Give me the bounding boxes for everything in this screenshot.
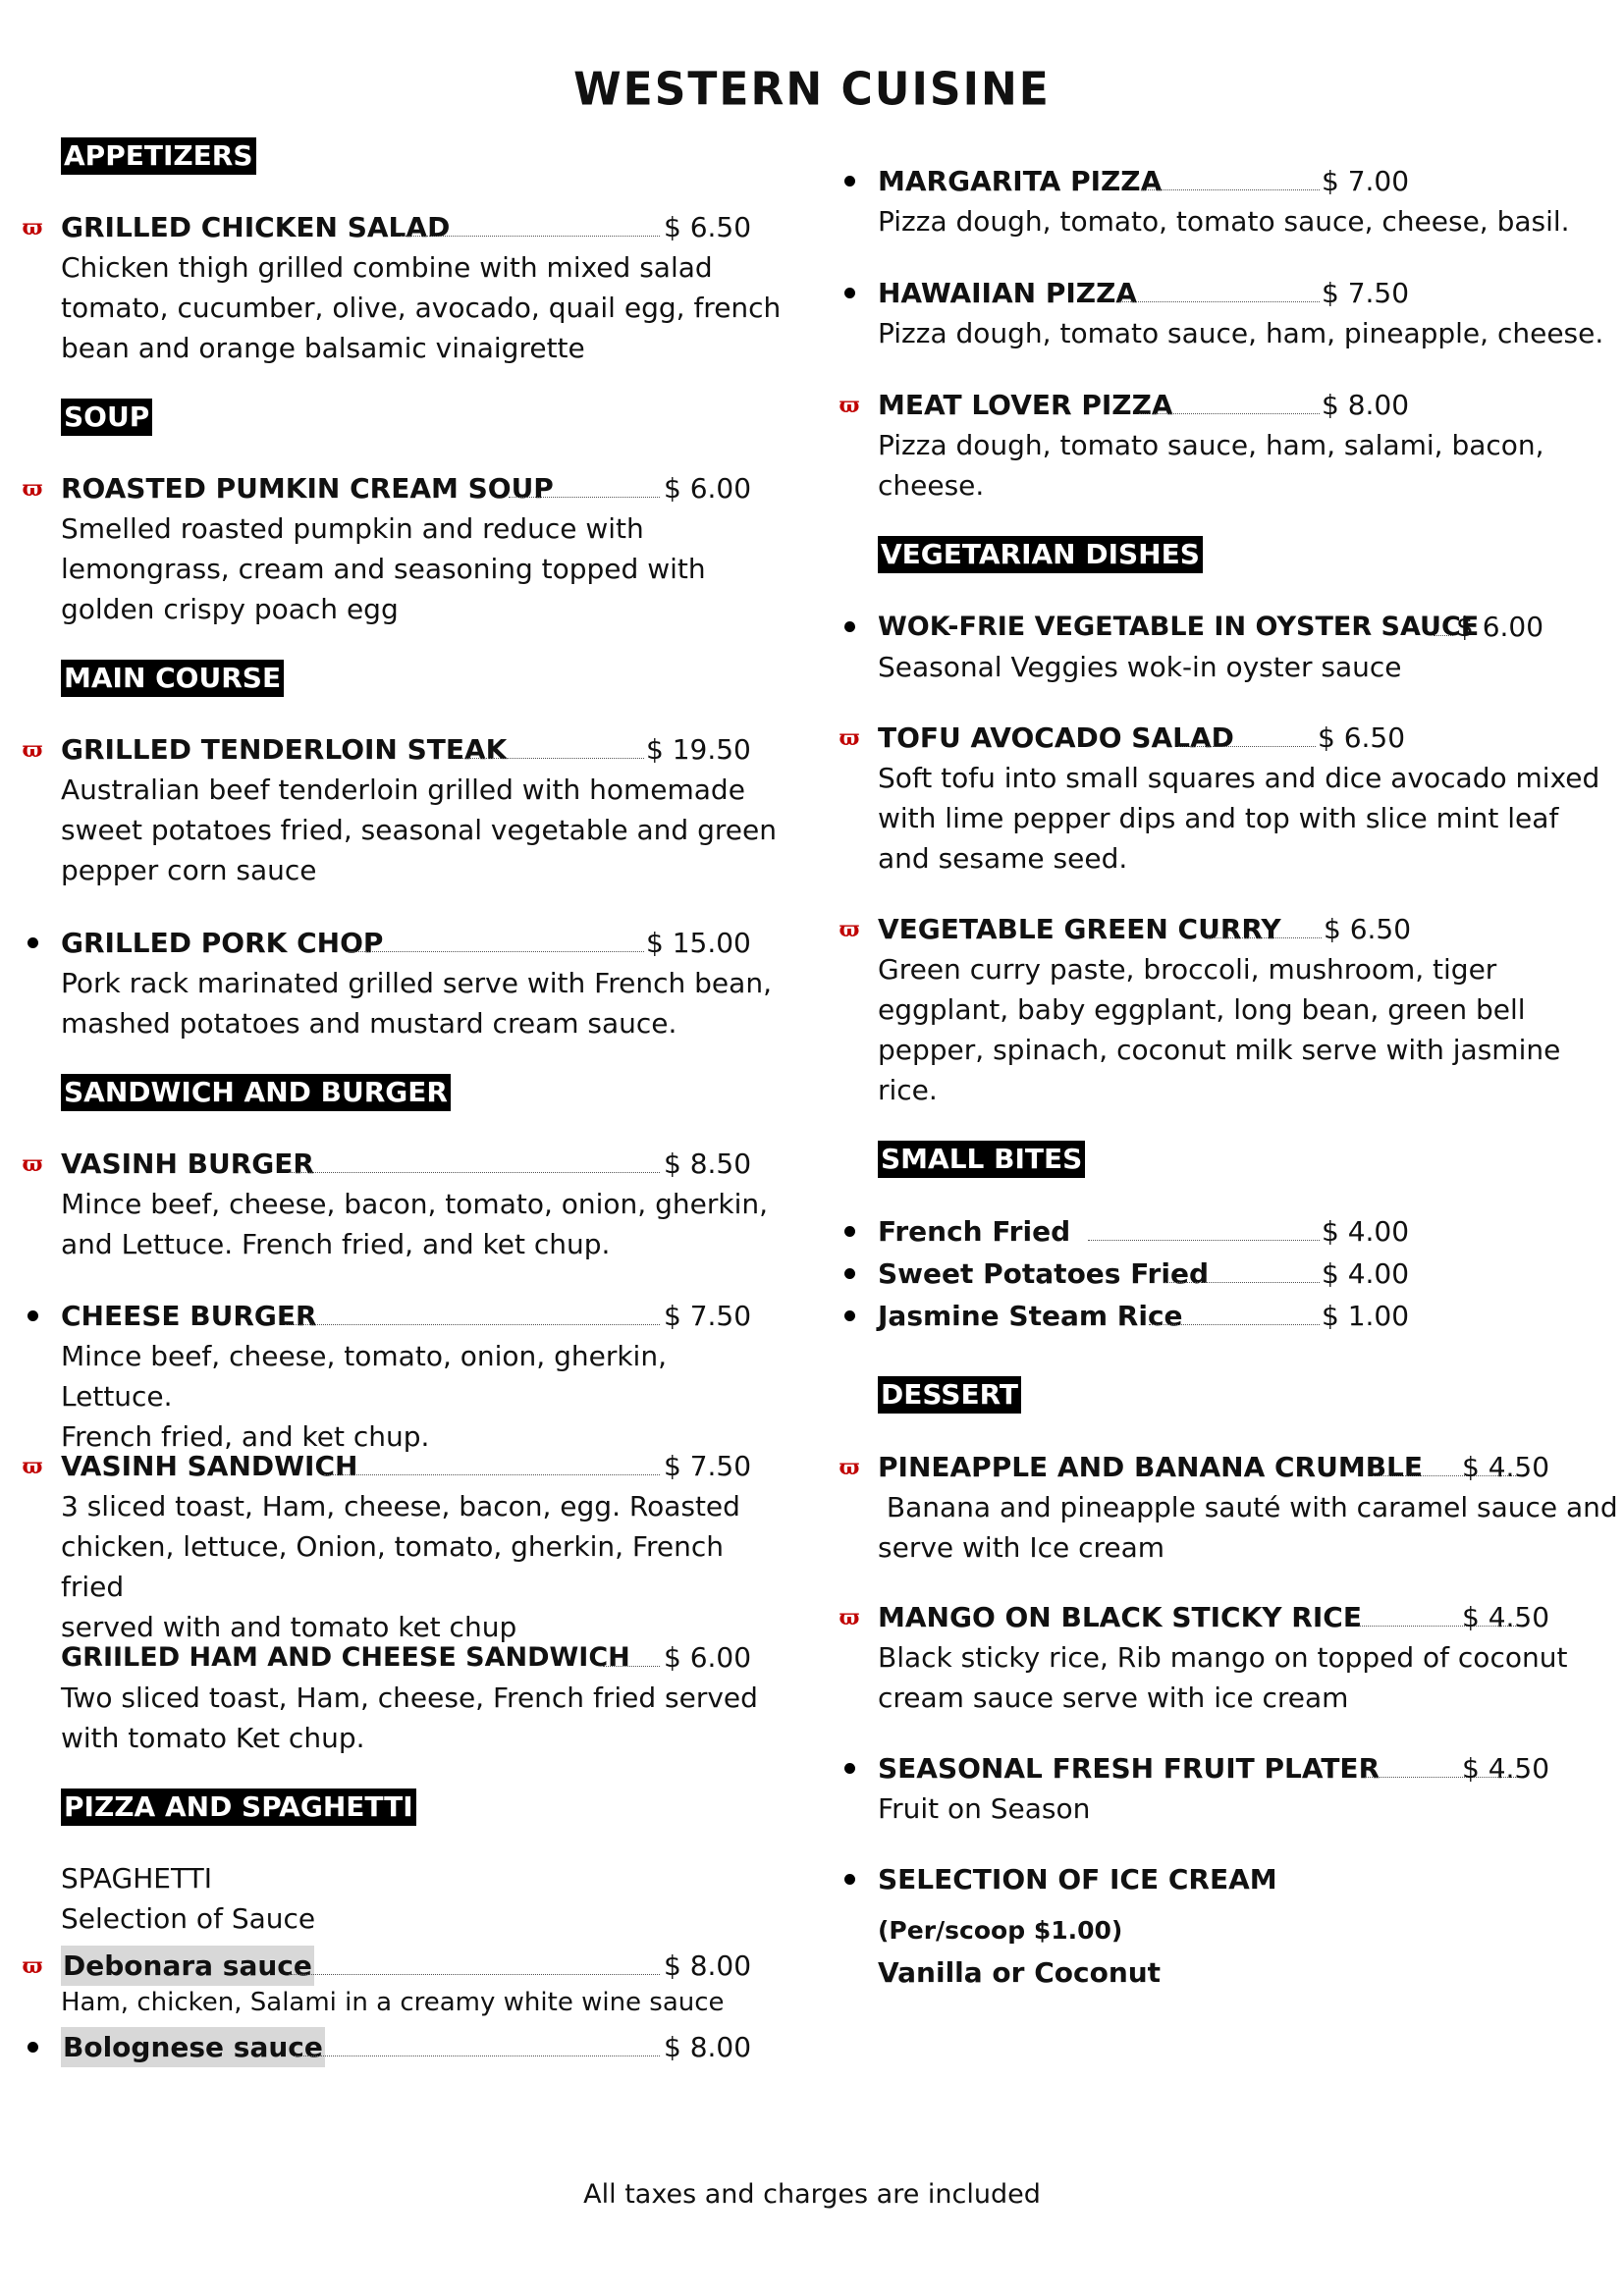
- item-price: $ 6.00: [664, 1641, 752, 1674]
- item-price: $ 6.50: [1318, 721, 1406, 754]
- menu-item-french-fried: [835, 1211, 1610, 1252]
- signature-dish-icon: ϖ: [22, 1453, 43, 1479]
- leader-dots: [509, 497, 660, 498]
- item-price: $ 4.00: [1322, 1215, 1410, 1248]
- leader-dots: [289, 1974, 660, 1975]
- menu-item-cheese-burger: [18, 1296, 784, 1453]
- item-name: Jasmine Steam Rice: [878, 1300, 1183, 1332]
- heading-main-course: MAIN COURSE: [61, 660, 284, 697]
- item-description: Mince beef, cheese, bacon, tomato, onion, gherkin, and Lettuce. French fried, and ket chup.: [61, 1188, 768, 1260]
- item-name: SEASONAL FRESH FRUIT PLATER: [878, 1752, 1380, 1785]
- ice-cream-per-scoop-price: (Per/scoop $1.00): [878, 1916, 1123, 1945]
- item-name: VASINH SANDWICH: [61, 1450, 358, 1482]
- leader-dots: [1139, 413, 1320, 414]
- item-name: VASINH BURGER: [61, 1148, 314, 1180]
- item-name: CHEESE BURGER: [61, 1300, 317, 1332]
- bullet-icon: [835, 161, 864, 201]
- menu-item-wok-fried-vegetable: [835, 607, 1610, 683]
- menu-item-debonara-sauce: [18, 1946, 784, 2017]
- leader-dots: [346, 951, 644, 952]
- leader-dots: [401, 236, 660, 237]
- signature-dish-icon: ϖ: [22, 736, 43, 763]
- item-name: VEGETABLE GREEN CURRY: [878, 913, 1281, 945]
- item-description: Pizza dough, tomato sauce, ham, pineapple, cheese.: [878, 317, 1604, 349]
- item-price: $ 8.00: [664, 1949, 752, 1982]
- signature-dish-icon: ϖ: [839, 1604, 860, 1630]
- item-description: Ham, chicken, Salami in a creamy white wine sauce: [61, 1988, 725, 2017]
- item-name: ROASTED PUMKIN CREAM SOUP: [61, 472, 554, 505]
- item-price: $ 6.50: [664, 211, 752, 243]
- item-name: SELECTION OF ICE CREAM: [878, 1863, 1277, 1896]
- menu-item-sweet-potatoes-fried: [835, 1254, 1610, 1294]
- item-name: French Fried: [878, 1215, 1071, 1248]
- menu-item-vasinh-burger: [18, 1144, 784, 1260]
- price-mango-sticky-rice: $ 4.50: [1462, 1601, 1550, 1633]
- leader-dots: [1119, 301, 1320, 302]
- leader-dots: [324, 1474, 660, 1475]
- selection-of-sauce-label: Selection of Sauce: [61, 1902, 316, 1935]
- item-name: GRIILED HAM AND CHEESE SANDWICH: [61, 1642, 630, 1673]
- menu-item-meat-lover-pizza: [835, 385, 1610, 502]
- item-description: Mince beef, cheese, tomato, onion, gherkin, Lettuce. French fried, and ket chup.: [61, 1340, 667, 1453]
- signature-dish-icon: ϖ: [22, 1952, 43, 1979]
- heading-sandwich-burger: SANDWICH AND BURGER: [61, 1074, 451, 1111]
- signature-dish-icon: ϖ: [839, 916, 860, 942]
- bullet-icon: [835, 273, 864, 313]
- bullet-icon: [18, 923, 47, 963]
- item-price: $ 6.00: [664, 472, 752, 505]
- item-description: 3 sliced toast, Ham, cheese, bacon, egg. Roasted chicken, lettuce, Onion, tomato, gherkin, French fried served with and tomato ket chup: [61, 1490, 740, 1643]
- item-name: GRILLED TENDERLOIN STEAK: [61, 733, 508, 766]
- item-name: TOFU AVOCADO SALAD: [878, 721, 1234, 754]
- item-name: PINEAPPLE AND BANANA CRUMBLE: [878, 1451, 1424, 1483]
- item-price: $ 8.00: [664, 2031, 752, 2063]
- heading-appetizers: APPETIZERS: [61, 137, 256, 175]
- menu-item-vegetable-green-curry: [835, 909, 1610, 1106]
- price-fruit-plater: $ 4.50: [1462, 1752, 1550, 1785]
- item-name: Sweet Potatoes Fried: [878, 1257, 1209, 1290]
- signature-dish-icon: ϖ: [22, 1150, 43, 1177]
- menu-item-ice-cream: [835, 1859, 1610, 1899]
- spaghetti-label: SPAGHETTI: [61, 1862, 212, 1895]
- bullet-icon: [835, 1254, 864, 1294]
- item-name: MEAT LOVER PIZZA: [878, 389, 1173, 421]
- menu-item-pumpkin-soup: [18, 468, 784, 625]
- bullet-icon: [835, 1748, 864, 1789]
- item-description: Pizza dough, tomato sauce, ham, salami, bacon, cheese.: [878, 429, 1544, 502]
- menu-item-hawaiian-pizza: [835, 273, 1610, 349]
- item-description: Green curry paste, broccoli, mushroom, tiger eggplant, baby eggplant, long bean, green bell pepper, spinach, coconut milk serve with jasmine rice.: [878, 953, 1561, 1106]
- item-name: MARGARITA PIZZA: [878, 165, 1163, 197]
- item-name: MANGO ON BLACK STICKY RICE: [878, 1601, 1362, 1633]
- menu-item-margarita-pizza: [835, 161, 1610, 238]
- item-description: Chicken thigh grilled combine with mixed salad tomato, cucumber, olive, avocado, quail egg, french bean and orange balsamic vinaigrette: [61, 251, 782, 364]
- menu-item-jasmine-steam-rice: [835, 1296, 1610, 1336]
- signature-dish-icon: ϖ: [839, 392, 860, 418]
- heading-dessert: DESSERT: [878, 1376, 1021, 1414]
- item-description: Smelled roasted pumpkin and reduce with lemongrass, cream and seasoning topped with golden crispy poach egg: [61, 512, 706, 625]
- item-price: $ 8.50: [664, 1148, 752, 1180]
- item-description: Soft tofu into small squares and dice avocado mixed with lime pepper dips and top with slice mint leaf and sesame seed.: [878, 762, 1600, 875]
- heading-soup: SOUP: [61, 399, 152, 436]
- item-description: Pizza dough, tomato, tomato sauce, cheese, basil.: [878, 205, 1570, 238]
- item-price: $ 7.50: [1322, 277, 1410, 309]
- footer-note: All taxes and charges are included: [583, 2179, 1041, 2210]
- bullet-icon: [18, 2027, 47, 2067]
- item-name: GRILLED PORK CHOP: [61, 927, 384, 959]
- leader-dots: [1178, 746, 1316, 747]
- leader-dots: [1088, 1240, 1320, 1241]
- leader-dots: [1434, 635, 1453, 636]
- item-price: $ 7.00: [1322, 165, 1410, 197]
- leader-dots: [285, 1324, 660, 1325]
- menu-item-pork-chop: [18, 923, 784, 1040]
- menu-item-tofu-avocado-salad: [835, 718, 1610, 875]
- item-name: Bolognese sauce: [61, 2027, 325, 2067]
- item-price: $ 7.50: [664, 1450, 752, 1482]
- left-column: [18, 0, 784, 2160]
- item-name: GRILLED CHICKEN SALAD: [61, 211, 451, 243]
- leader-dots: [1208, 937, 1322, 938]
- menu-item-tenderloin-steak: [18, 729, 784, 886]
- signature-dish-icon: ϖ: [839, 724, 860, 751]
- leader-dots: [603, 1666, 660, 1667]
- item-name: Debonara sauce: [61, 1946, 314, 1986]
- item-price: $ 15.00: [646, 927, 751, 959]
- heading-pizza-spaghetti: PIZZA AND SPAGHETTI: [61, 1789, 416, 1826]
- heading-vegetarian-dishes: VEGETARIAN DISHES: [878, 536, 1203, 573]
- item-description: Australian beef tenderloin grilled with homemade sweet potatoes fried, seasonal vegetable and green pepper corn sauce: [61, 774, 777, 886]
- menu-item-vasinh-sandwich: [18, 1446, 784, 1643]
- item-price: $ 6.50: [1324, 913, 1412, 945]
- item-description: Banana and pineapple sauté with caramel sauce and serve with Ice cream: [878, 1491, 1618, 1564]
- ice-cream-flavors: Vanilla or Coconut: [878, 1956, 1162, 1989]
- right-column: [835, 0, 1618, 2160]
- leader-dots: [461, 758, 644, 759]
- item-price: $ 4.00: [1322, 1257, 1410, 1290]
- item-description: Seasonal Veggies wok-in oyster sauce: [878, 651, 1402, 683]
- item-price: $ 1.00: [1322, 1300, 1410, 1332]
- bullet-icon: [835, 1211, 864, 1252]
- leader-dots: [289, 1172, 660, 1173]
- leader-dots: [1149, 1324, 1320, 1325]
- menu-item-grilled-chicken-salad: [18, 207, 784, 364]
- item-price: $ 6.00: [1456, 611, 1544, 643]
- item-price: $ 8.00: [1322, 389, 1410, 421]
- item-description: Pork rack marinated grilled serve with French bean, mashed potatoes and mustard cream sauce.: [61, 967, 772, 1040]
- leader-dots: [1164, 1282, 1320, 1283]
- signature-dish-icon: ϖ: [839, 1454, 860, 1480]
- bullet-icon: [835, 1859, 864, 1899]
- menu-item-ham-cheese-sandwich: [18, 1637, 784, 1754]
- leader-dots: [1141, 189, 1320, 190]
- item-price: $ 19.50: [646, 733, 751, 766]
- signature-dish-icon: ϖ: [22, 214, 43, 240]
- price-crumble: $ 4.50: [1462, 1451, 1550, 1483]
- bullet-icon: [835, 607, 864, 647]
- item-description: Two sliced toast, Ham, cheese, French fried served with tomato Ket chup.: [61, 1682, 758, 1754]
- item-description: Fruit on Season: [878, 1792, 1091, 1825]
- heading-small-bites: SMALL BITES: [878, 1141, 1085, 1178]
- item-description: Black sticky rice, Rib mango on topped of coconut cream sauce serve with ice cream: [878, 1641, 1568, 1714]
- signature-dish-icon: ϖ: [22, 475, 43, 502]
- menu-item-bolognese-sauce: [18, 2027, 784, 2067]
- bullet-icon: [835, 1296, 864, 1336]
- item-price: $ 7.50: [664, 1300, 752, 1332]
- item-name: WOK-FRIE VEGETABLE IN OYSTER SAUCE: [878, 612, 1480, 642]
- menu-title: WESTERN CUISINE: [573, 63, 1051, 117]
- bullet-icon: [18, 1296, 47, 1336]
- item-name: HAWAIIAN PIZZA: [878, 277, 1138, 309]
